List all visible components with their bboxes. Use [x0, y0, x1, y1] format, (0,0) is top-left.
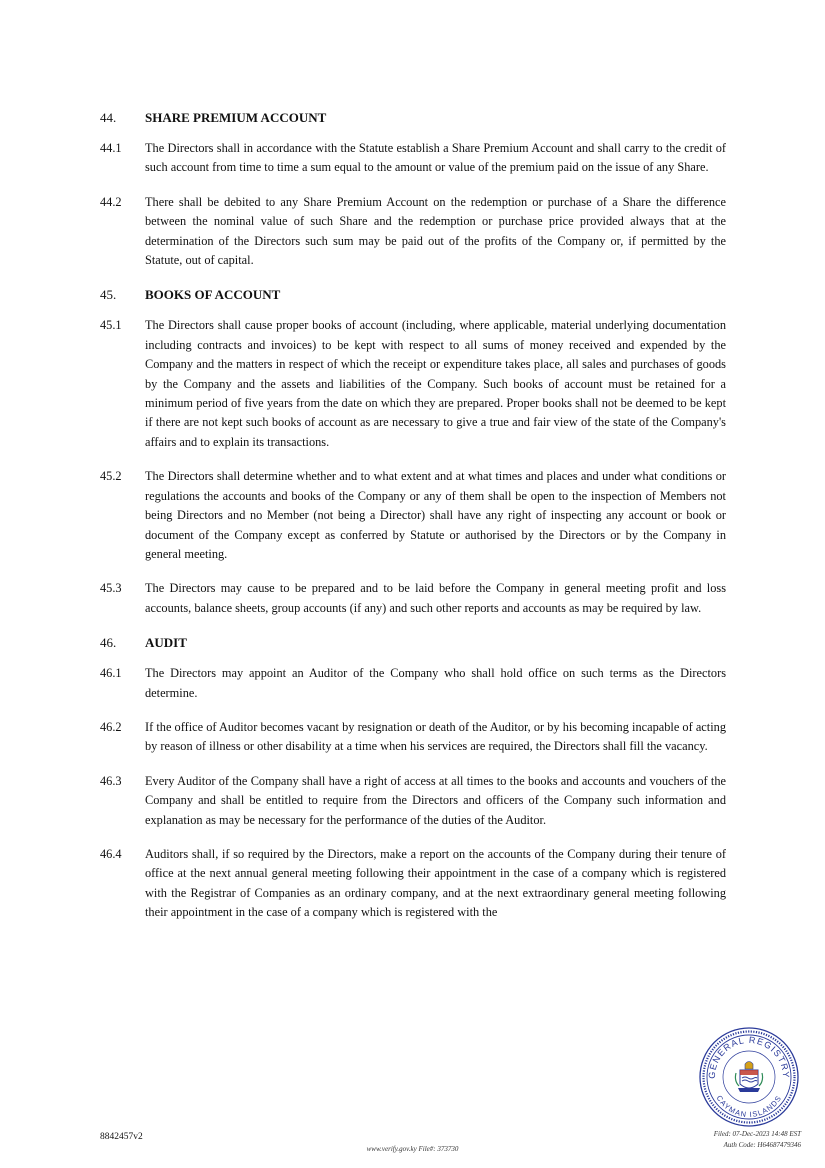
- clause-number: 45.3: [100, 581, 122, 596]
- clause-text: The Directors shall cause proper books of account (including, where applicable, material underlying documentation including contracts and invoices) to be kept with respect to all sums of money received and expended by the Company and the matters in respect of which the receipt or expenditure takes place, all sales and purchases of goods by the Company and the assets and liabilities of the Company. Such books of account must be retained for a minimum period of five years from the date on which they are prepared. Proper books shall not be deemed to be kept if there are not kept such books of account as are necessary to give a true and fair view of the state of the Company's affairs and to explain its transactions.: [145, 318, 726, 449]
- clause-text: The Directors may appoint an Auditor of the Company who shall hold office on such terms as the Directors determine.: [145, 666, 726, 700]
- clause-text: Every Auditor of the Company shall have a right of access at all times to the books and accounts and vouchers of the Company and shall be entitled to require from the Directors and officers of the Company such information and explanation as may be necessary for the performance of the duties of the Auditor.: [145, 773, 726, 827]
- clause-number: 46.1: [100, 666, 122, 681]
- section-title: BOOKS OF ACCOUNT: [145, 287, 281, 303]
- general-registry-seal: [698, 1026, 800, 1128]
- section-title: SHARE PREMIUM ACCOUNT: [145, 110, 327, 125]
- clause-text: The Directors shall determine whether and to what extent and at what times and places and under what conditions or regulations the accounts and books of the Company or any of them shall be open to the inspection of Members not being Directors and no Member (not being a Director) shall have any right of inspecting any account or book or document of the Company except as conferred by Statute or authorised by the Directors or by the Company in general meeting.: [145, 469, 726, 561]
- seal-top-text: GENERAL REGISTRY: [706, 1034, 792, 1079]
- auth-code: Auth Code: H64687479346: [723, 1141, 801, 1149]
- clause-number: 46.3: [100, 773, 122, 788]
- clause-text: There shall be debited to any Share Premium Account on the redemption or purchase of a Share the difference between the nominal value of such Share and the redemption or purchase price provided always that at the determination of the Directors such sum may be paid out of the profits of the Company or, if permitted by the Statute, out of capital.: [145, 194, 726, 268]
- document-body: [100, 108, 726, 938]
- clause-text: The Directors may cause to be prepared and to be laid before the Company in general meeting profit and loss accounts, balance sheets, group accounts (if any) and such other reports and accounts as may be required by law.: [145, 581, 726, 615]
- clause-number: 44.2: [100, 194, 122, 209]
- section-number: 45.: [100, 287, 117, 303]
- filing-stamp: [714, 1129, 801, 1151]
- section-number: 44.: [100, 110, 117, 125]
- section-title: AUDIT: [145, 635, 187, 651]
- clause-45-2: [100, 467, 726, 564]
- clause-46-4: [100, 845, 726, 923]
- clause-44-1: [100, 139, 726, 178]
- clause-number: 45.1: [100, 318, 122, 333]
- section-heading-45: [100, 285, 726, 305]
- verify-link[interactable]: www.verify.gov.ky File#: 373730: [366, 1145, 459, 1153]
- clause-number: 45.2: [100, 469, 122, 484]
- seal-bottom-text: CAYMAN ISLANDS: [714, 1093, 784, 1120]
- clause-46-3: [100, 772, 726, 830]
- coat-of-arms-icon: [735, 1062, 762, 1093]
- clause-44-2: [100, 193, 726, 271]
- section-heading-46: [100, 633, 726, 653]
- clause-46-1: [100, 664, 726, 703]
- section-number: 46.: [100, 635, 117, 651]
- filed-date: Filed: 07-Dec-2023 14:48 EST: [713, 1130, 801, 1138]
- clause-text: Auditors shall, if so required by the Directors, make a report on the accounts of the Company during their tenure of office at the next annual general meeting following their appointment in the case of a company which is registered with the Registrar of Companies as an ordinary company, and at the next extraordinary general meeting following their appointment in the case of a company which is registered with the: [145, 846, 726, 920]
- clause-text: If the office of Auditor becomes vacant by resignation or death of the Auditor, or by his becoming incapable of acting by reason of illness or other disability at a time when his services are required, the Directors shall fill the vacancy.: [145, 719, 726, 754]
- clause-45-1: [100, 316, 726, 452]
- document-reference: 8842457v2: [100, 1132, 143, 1142]
- clause-46-2: [100, 718, 726, 757]
- clause-number: 46.2: [100, 719, 122, 734]
- section-heading-44: [100, 108, 726, 128]
- clause-text: The Directors shall in accordance with the Statute establish a Share Premium Account and shall carry to the credit of such account from time to time a sum equal to the amount or value of the premium paid on the issue of any Share.: [145, 141, 726, 175]
- clause-number: 44.1: [100, 141, 122, 155]
- clause-45-3: [100, 579, 726, 618]
- clause-number: 46.4: [100, 846, 122, 861]
